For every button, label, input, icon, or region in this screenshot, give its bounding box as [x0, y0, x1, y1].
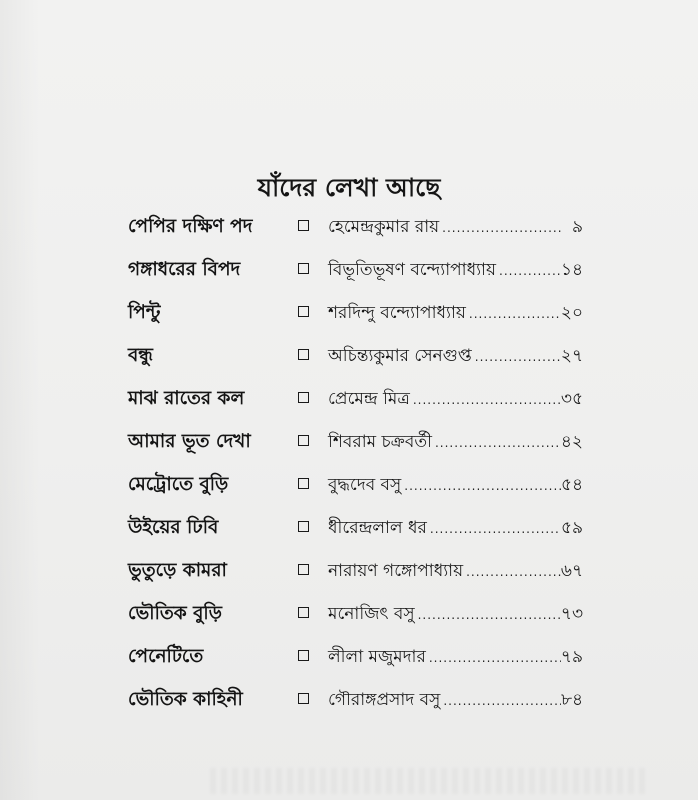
- author-line: [328, 599, 583, 630]
- story-title: ভৌতিক কাহিনী: [128, 689, 243, 710]
- toc-entry: [128, 298, 588, 330]
- square-bullet-icon: [298, 693, 309, 704]
- toc-entry: [128, 427, 588, 459]
- story-title: পিন্টু: [128, 302, 161, 323]
- author-name: হেমেন্দ্রকুমার রায়: [328, 217, 440, 237]
- page-number: ৩৫: [560, 389, 583, 409]
- author-line: [328, 427, 583, 458]
- page-number: ৮৪: [560, 690, 583, 710]
- dot-leader: [426, 643, 561, 673]
- toc-entry: [128, 599, 588, 631]
- author-line: [328, 513, 583, 544]
- author-name: প্রেমেন্দ্র মিত্র: [328, 389, 410, 409]
- toc-entry: [128, 642, 588, 674]
- author-line: [328, 384, 583, 415]
- story-title: মেট্রোতে বুড়ি: [128, 474, 229, 495]
- square-bullet-icon: [298, 349, 309, 360]
- page-number: ৭৩: [560, 604, 583, 624]
- dot-leader: [440, 686, 561, 716]
- story-title: পেপির দক্ষিণ পদ: [128, 216, 253, 237]
- toc-entry: [128, 556, 588, 588]
- dot-leader: [472, 342, 561, 372]
- page-number: ৭৯: [560, 647, 583, 667]
- author-name: লীলা মজুমদার: [328, 647, 426, 667]
- toc-entry: [128, 513, 588, 545]
- author-line: [328, 255, 583, 286]
- square-bullet-icon: [298, 607, 309, 618]
- square-bullet-icon: [298, 220, 309, 231]
- toc-entry: [128, 384, 588, 416]
- dot-leader: [466, 299, 561, 329]
- author-line: [328, 298, 583, 329]
- author-line: [328, 212, 583, 243]
- square-bullet-icon: [298, 263, 309, 274]
- author-name: বিভূতিভূষণ বন্দ্যোপাধ্যায়: [328, 260, 496, 280]
- author-line: [328, 556, 583, 587]
- toc-entry: [128, 470, 588, 502]
- story-title: পেনেটিতে: [128, 646, 204, 667]
- dot-leader: [401, 471, 561, 501]
- square-bullet-icon: [298, 392, 309, 403]
- dot-leader: [415, 600, 561, 630]
- dot-leader: [432, 428, 561, 458]
- toc-entry: [128, 255, 588, 287]
- story-title: ভুতুড়ে কামরা: [128, 560, 227, 581]
- author-name: মনোজিৎ বসু: [328, 604, 415, 624]
- author-name: ধীরেন্দ্রলাল ধর: [328, 518, 427, 538]
- contents-heading: যাঁদের লেখা আছে: [257, 173, 441, 202]
- toc-entry: [128, 341, 588, 373]
- author-line: [328, 470, 583, 501]
- page-number: ৫৯: [560, 518, 583, 538]
- dot-leader: [410, 385, 561, 415]
- dot-leader: [439, 213, 561, 243]
- page-number: ৪২: [560, 432, 583, 452]
- dot-leader: [463, 557, 561, 587]
- square-bullet-icon: [298, 306, 309, 317]
- page-number: ৯: [571, 217, 583, 237]
- page-number: ২০: [560, 303, 583, 323]
- author-line: [328, 642, 583, 673]
- toc-entry: [128, 685, 588, 717]
- author-name: নারায়ণ গঙ্গোপাধ্যায়: [328, 561, 464, 581]
- page-number: ৬৭: [560, 561, 583, 581]
- author-name: বুদ্ধদেব বসু: [328, 475, 402, 495]
- story-title: ভৌতিক বুড়ি: [128, 603, 222, 624]
- dot-leader: [496, 256, 561, 286]
- square-bullet-icon: [298, 564, 309, 575]
- author-name: গৌরাঙ্গপ্রসাদ বসু: [328, 690, 441, 710]
- toc-entry: [128, 212, 588, 244]
- story-title: বন্ধু: [128, 345, 153, 366]
- page-number: ২৭: [560, 346, 583, 366]
- dot-leader: [427, 514, 561, 544]
- story-title: গঙ্গাধরের বিপদ: [128, 259, 241, 280]
- square-bullet-icon: [298, 650, 309, 661]
- square-bullet-icon: [298, 521, 309, 532]
- story-title: আমার ভূত দেখা: [128, 431, 251, 452]
- square-bullet-icon: [298, 478, 309, 489]
- story-title: মাঝ রাতের কল: [128, 388, 245, 409]
- square-bullet-icon: [298, 435, 309, 446]
- story-title: উইয়ের ঢিবি: [128, 517, 219, 538]
- author-name: শরদিন্দু বন্দ্যোপাধ্যায়: [328, 303, 466, 323]
- page-number: ৫৪: [560, 475, 583, 495]
- author-line: [328, 341, 583, 372]
- author-name: শিবরাম চক্রবর্তী: [328, 432, 432, 452]
- author-name: অচিন্ত্যকুমার সেনগুপ্ত: [328, 346, 472, 366]
- author-line: [328, 685, 583, 716]
- page-number: ১৪: [560, 260, 583, 280]
